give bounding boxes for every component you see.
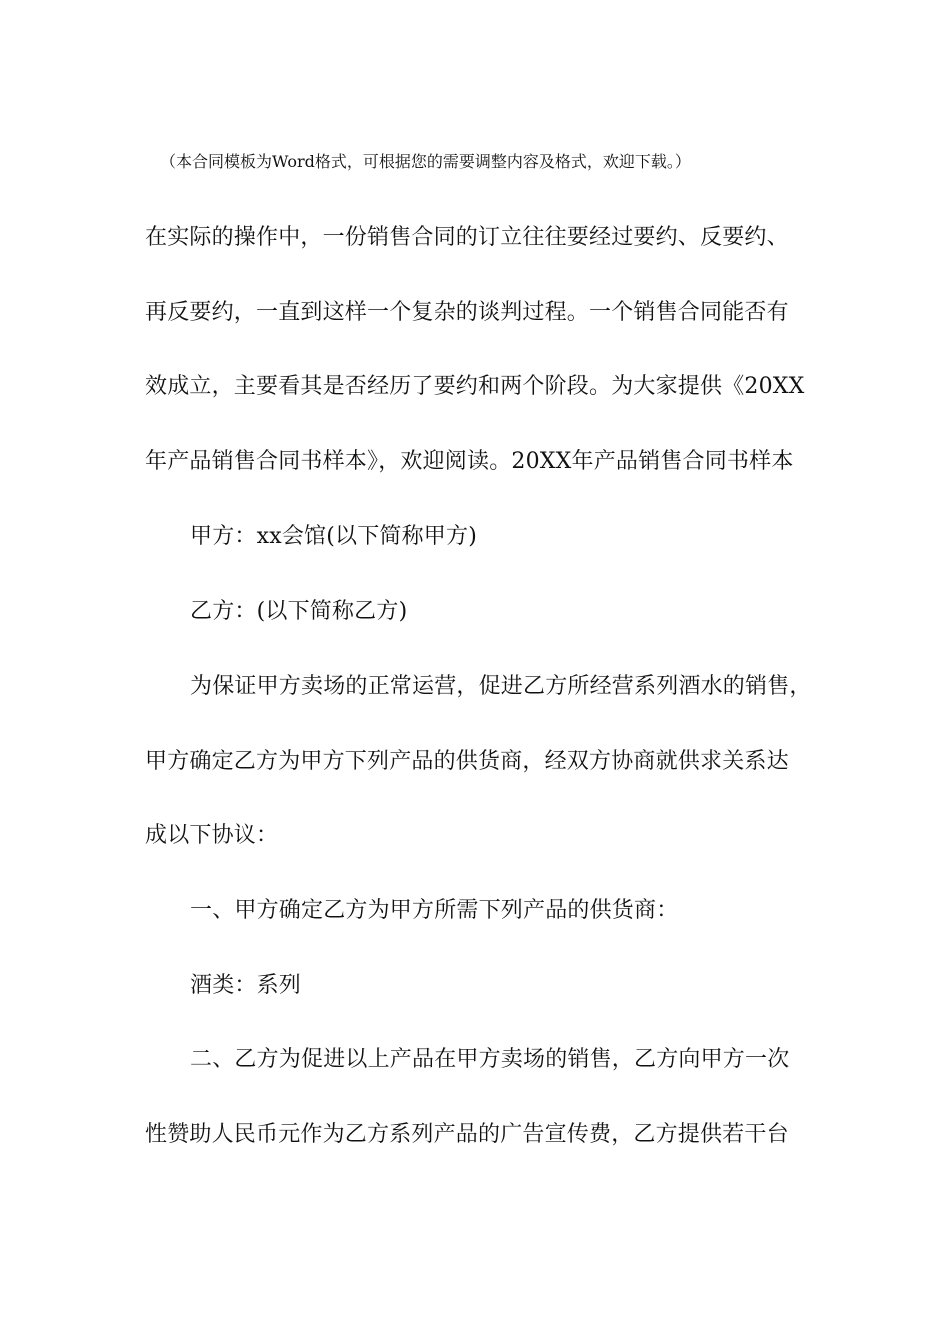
- paragraph-line-1: 在实际的操作中，一份销售合同的订立往往要经过要约、反要约、: [145, 225, 789, 250]
- paragraph-line-2: 再反要约，一直到这样一个复杂的谈判过程。一个销售合同能否有: [145, 300, 789, 325]
- purpose-line-1: 为保证甲方卖场的正常运营，促进乙方所经营系列酒水的销售，: [190, 674, 812, 699]
- paragraph-line-3: 效成立，主要看其是否经历了要约和两个阶段。为大家提供《20XX: [145, 374, 805, 399]
- party-b-line: 乙方：(以下简称乙方): [190, 599, 408, 624]
- party-a-line: 甲方：xx会馆(以下简称甲方): [190, 524, 477, 549]
- clause-1-line: 一、甲方确定乙方为甲方所需下列产品的供货商：: [190, 898, 679, 923]
- clause-2-line-1: 二、乙方为促进以上产品在甲方卖场的销售，乙方向甲方一次: [190, 1047, 790, 1072]
- paragraph-line-4: 年产品销售合同书样本》，欢迎阅读。20XX年产品销售合同书样本: [145, 449, 794, 474]
- wine-category-line: 酒类：系列: [190, 973, 302, 998]
- purpose-line-2: 甲方确定乙方为甲方下列产品的供货商，经双方协商就供求关系达: [145, 749, 789, 774]
- template-note: （本合同模板为Word格式，可根据您的需要调整内容及格式，欢迎下载。）: [160, 152, 691, 171]
- purpose-line-3: 成以下协议：: [145, 823, 279, 848]
- clause-2-line-2: 性赞助人民币元作为乙方系列产品的广告宣传费，乙方提供若干台: [145, 1122, 789, 1147]
